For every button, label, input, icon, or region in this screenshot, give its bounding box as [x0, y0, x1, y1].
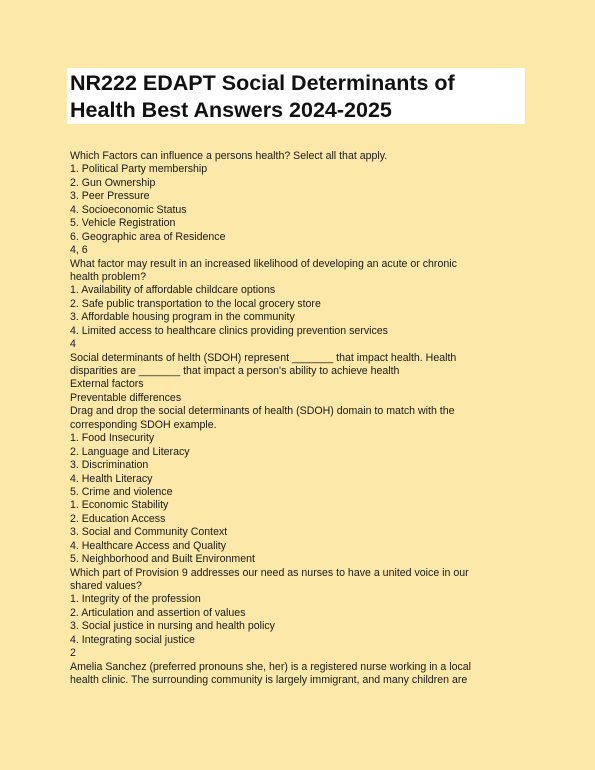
- question-2-continued: health problem?: [70, 270, 146, 283]
- title-line-1: NR222 EDAPT Social Determinants of: [70, 71, 455, 95]
- question-3-continued: disparities are _______ that impact a person's ability to achieve health: [70, 365, 400, 377]
- answer-line: 2: [70, 647, 76, 660]
- answer-line: 4, 6: [70, 244, 88, 257]
- option-line: 3. Peer Pressure: [70, 190, 150, 203]
- option-line: 4. Limited access to healthcare clinics providing prevention services: [70, 324, 388, 337]
- option-line: 4. Integrating social justice: [70, 633, 195, 646]
- option-line: 5. Vehicle Registration: [70, 217, 176, 230]
- option-line: 2. Language and Literacy: [70, 445, 190, 458]
- document-title: [67, 68, 525, 124]
- question-4-continued: corresponding SDOH example.: [70, 418, 217, 431]
- option-line: 1. Integrity of the profession: [70, 593, 201, 606]
- answer-line: 4: [70, 338, 76, 351]
- option-line: 1. Political Party membership: [70, 163, 208, 176]
- option-line: 2. Articulation and assertion of values: [70, 606, 246, 619]
- answer-line: 3. Social and Community Context: [70, 526, 228, 539]
- option-line: 2. Gun Ownership: [70, 176, 156, 189]
- question-4: Drag and drop the social determinants of health (SDOH) domain to match with the: [70, 405, 455, 418]
- option-line: 4. Health Literacy: [70, 472, 153, 485]
- document-body: [70, 150, 530, 688]
- option-line: 5. Crime and violence: [70, 485, 173, 498]
- question-5: Which part of Provision 9 addresses our need as nurses to have a united voice in our: [70, 566, 469, 579]
- question-6: Amelia Sanchez (preferred pronouns she, her) is a registered nurse working in a local: [70, 660, 472, 673]
- question-2: What factor may result in an increased likelihood of developing an acute or chronic: [70, 257, 457, 270]
- answer-line: 4. Healthcare Access and Quality: [70, 539, 227, 552]
- option-line: 3. Social justice in nursing and health policy: [70, 620, 275, 633]
- option-line: 2. Safe public transportation to the local grocery store: [70, 297, 321, 310]
- option-line: 1. Food Insecurity: [70, 432, 155, 445]
- option-line: 3. Discrimination: [70, 459, 149, 472]
- answer-line: 5. Neighborhood and Built Environment: [70, 553, 255, 566]
- option-line: 1. Availability of affordable childcare options: [70, 284, 276, 297]
- answer-line: Preventable differences: [70, 391, 182, 404]
- option-line: 6. Geographic area of Residence: [70, 230, 226, 243]
- option-line: 4. Socioeconomic Status: [70, 203, 187, 216]
- question-1: Which Factors can influence a persons health? Select all that apply.: [70, 150, 388, 162]
- question-3: Social determinants of helth (SDOH) represent _______ that impact health. Health: [70, 351, 457, 364]
- question-6-continued: health clinic. The surrounding community is largely immigrant, and many children are: [70, 674, 468, 687]
- title-line-2: Health Best Answers 2024-2025: [70, 98, 392, 122]
- answer-line: 2. Education Access: [70, 512, 166, 525]
- option-line: 3. Affordable housing program in the community: [70, 311, 295, 324]
- question-5-continued: shared values?: [70, 580, 142, 592]
- answer-line: 1. Economic Stability: [70, 499, 169, 512]
- answer-line: External factors: [70, 378, 144, 391]
